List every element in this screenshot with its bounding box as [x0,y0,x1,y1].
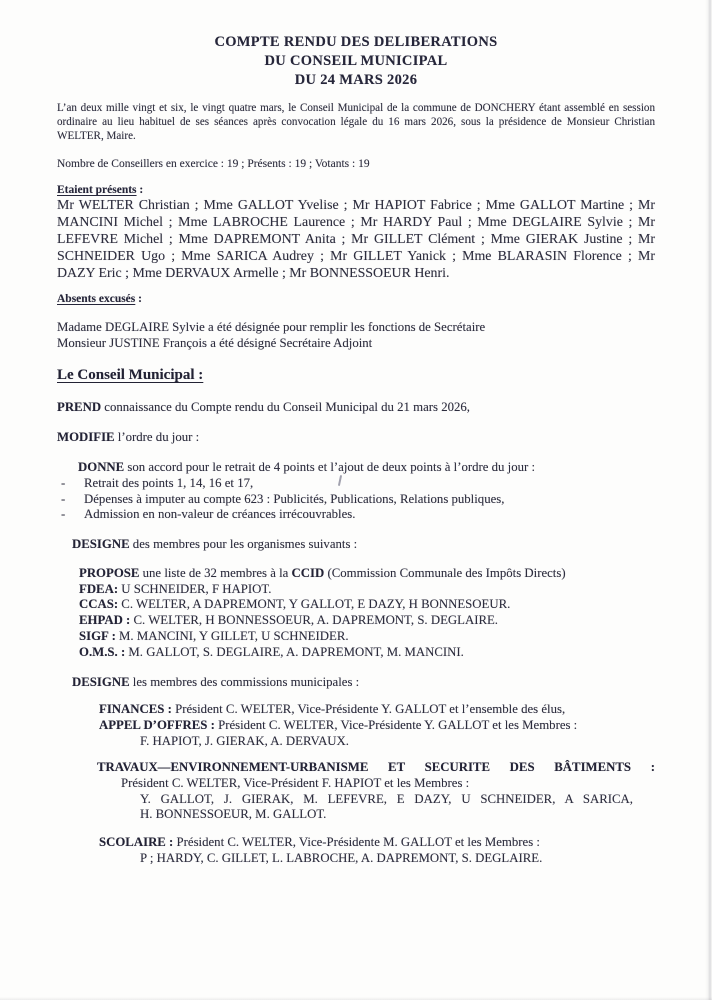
organism-members: C. WELTER, H BONNESSOEUR, A. DAPREMONT, S. DEGLAIRE. [130,613,499,628]
commission-travaux-members [140,792,633,823]
organism-members: M. MANCINI, Y GILLET, U SCHNEIDER. [115,628,349,643]
organism-line-sigf [79,629,655,645]
council-heading: Le Conseil Municipal : [57,367,204,384]
commission-travaux-officers: Président C. WELTER, Vice-Président F. HAPIOT et les Membres : [121,776,470,791]
bullet-dash: - [61,491,66,506]
organism-members: U SCHNEIDER, F HAPIOT. [118,581,272,596]
organism-label: O.M.S. : [79,644,126,659]
organism-label: CCAS: [79,597,119,612]
list-item [61,492,655,507]
bullet-dash: - [61,506,66,521]
page-edge-right [705,0,712,1000]
prend-text: connaissance du Compte rendu du Conseil Municipal du 21 mars 2026, [101,400,470,415]
commissions-block [57,702,655,866]
present-heading-label: Etaient présents [57,184,137,197]
document-content [57,33,655,867]
organism-members: C. WELTER, A DAPREMONT, Y GALLOT, E DAZY, H BONNESOEUR. [118,597,511,612]
secretary-designation [57,319,655,351]
modifie-verb: MODIFIE [57,430,115,445]
modifie-text: l’ordre du jour : [114,430,200,445]
travaux-members-line-2: H. BONNESSOEUR, M. GALLOT. [140,807,327,822]
councillors-count-line: Nombre de Conseillers en exercice : 19 ; Présents : 19 ; Votants : 19 [57,158,370,171]
bullet-text: Dépenses à imputer au compte 623 : Publicités, Publications, Relations publiques, [84,491,505,506]
organisms-block [79,566,655,660]
commission-label: FINANCES : [99,702,172,717]
absent-heading-colon: : [135,293,142,306]
prend-verb: PREND [57,400,102,415]
organism-label: FDEA: [79,581,119,596]
travaux-members-line-1: Y. GALLOT, J. GIERAK, M. LEFEVRE, E DAZY, U SCHNEIDER, A SARICA, [140,791,633,806]
session-intro-paragraph: L’an deux mille vingt et six, le vingt quatre mars, le Conseil Municipal de la commune de DONCHERY étant assemblé en session ordinaire au lieu habituel de ses séances après convocation légale du 16 mars 2026, sous la présidence de Monsieur Christian WELTER, Maire. [57,102,655,142]
ccid-label: CCID [291,565,325,580]
organism-members: M. GALLOT, S. DEGLAIRE, A. DAPREMONT, M. MANCINI. [125,644,464,659]
commission-label: APPEL D’OFFRES : [99,717,215,732]
propose-text-before: une liste de 32 membres à la [139,565,292,580]
bullet-dash: - [61,476,66,491]
present-heading-colon: : [136,184,144,197]
commission-label: SCOLAIRE : [99,835,174,850]
commission-finances [99,702,655,718]
list-item [61,507,655,522]
present-heading [57,183,655,197]
propose-line [79,566,655,582]
designe-text: les membres des commissions municipales : [129,675,360,690]
commission-appel-offres [99,718,655,734]
secretary-line-1: Madame DEGLAIRE Sylvie a été désignée pour remplir les fonctions de Secrétaire [57,320,486,335]
resolution-donne [78,459,655,475]
bullet-text: Retrait des points 1, 14, 16 et 17, [84,476,254,491]
document-title [57,33,655,90]
commission-text: Président C. WELTER, Vice-Présidente M. GALLOT et les Membres : [173,835,540,850]
designe-text: des membres pour les organismes suivants : [129,536,358,551]
donne-text: son accord pour le retrait de 4 points et l’ajout de deux points à l’ordre du jour : [124,460,536,475]
bullet-text: Admission en non-valeur de créances irrécouvrables. [84,506,356,521]
commission-scolaire-members: P ; HARDY, C. GILLET, L. LABROCHE, A. DAPREMONT, S. DEGLAIRE. [140,850,543,865]
propose-text-after: (Commission Communale des Impôts Directs) [324,565,566,580]
organism-line-ehpad [79,613,655,629]
agenda-change-list [61,476,655,522]
title-line-3: DU 24 MARS 2026 [294,72,418,88]
title-line-2: DU CONSEIL MUNICIPAL [264,53,448,69]
secretary-line-2: Monsieur JUSTINE François a été désigné Secrétaire Adjoint [57,336,373,351]
present-members-list: Mr WELTER Christian ; Mme GALLOT Yvelise ; Mr HAPIOT Fabrice ; Mme GALLOT Martine ; Mr MANCINI Michel ; Mme LABROCHE Laurence ; Mr HARDY Paul ; Mme DEGLAIRE Sylvie ; Mr LEFEVRE Michel ; Mme DAPREMONT Anita ; Mr GILLET Clément ; Mme GIERAK Justine ; Mr SCHNEIDER Ugo ; Mme SARICA Audrey ; Mr GILLET Yanick ; Mme BLARASIN Florence ; Mr DAZY Eric ; Mme DERVAUX Armelle ; Mr BONNESSOEUR Henri. [57,198,655,281]
commission-appel-members: F. HAPIOT, J. GIERAK, A. DERVAUX. [140,733,349,748]
commission-scolaire [99,835,655,851]
commission-travaux-heading: TRAVAUX—ENVIRONNEMENT-URBANISME ET SECURITE DES BÂTIMENTS : [97,760,655,775]
resolution-designe-commissions [72,674,655,690]
title-line-1: COMPTE RENDU DES DELIBERATIONS [214,34,498,50]
organism-label: EHPAD : [79,613,131,628]
designe-verb: DESIGNE [72,536,130,551]
commission-text: Président C. WELTER, Vice-Présidente Y. GALLOT et les Membres : [214,717,578,732]
propose-verb: PROPOSE [79,565,140,580]
resolution-prend [57,399,655,415]
organism-line-oms [79,645,655,661]
donne-verb: DONNE [78,460,125,475]
commission-text: Président C. WELTER, Vice-Présidente Y. GALLOT et l’ensemble des élus, [171,702,566,717]
list-item [61,476,655,491]
absent-heading-label: Absents excusés [57,293,136,306]
organism-line-fdea [79,582,655,598]
designe-verb: DESIGNE [72,675,130,690]
resolution-modifie [57,429,655,445]
organism-line-ccas [79,597,655,613]
absent-heading [57,292,655,306]
resolution-designe-organismes [72,536,655,552]
organism-label: SIGF : [79,628,116,643]
